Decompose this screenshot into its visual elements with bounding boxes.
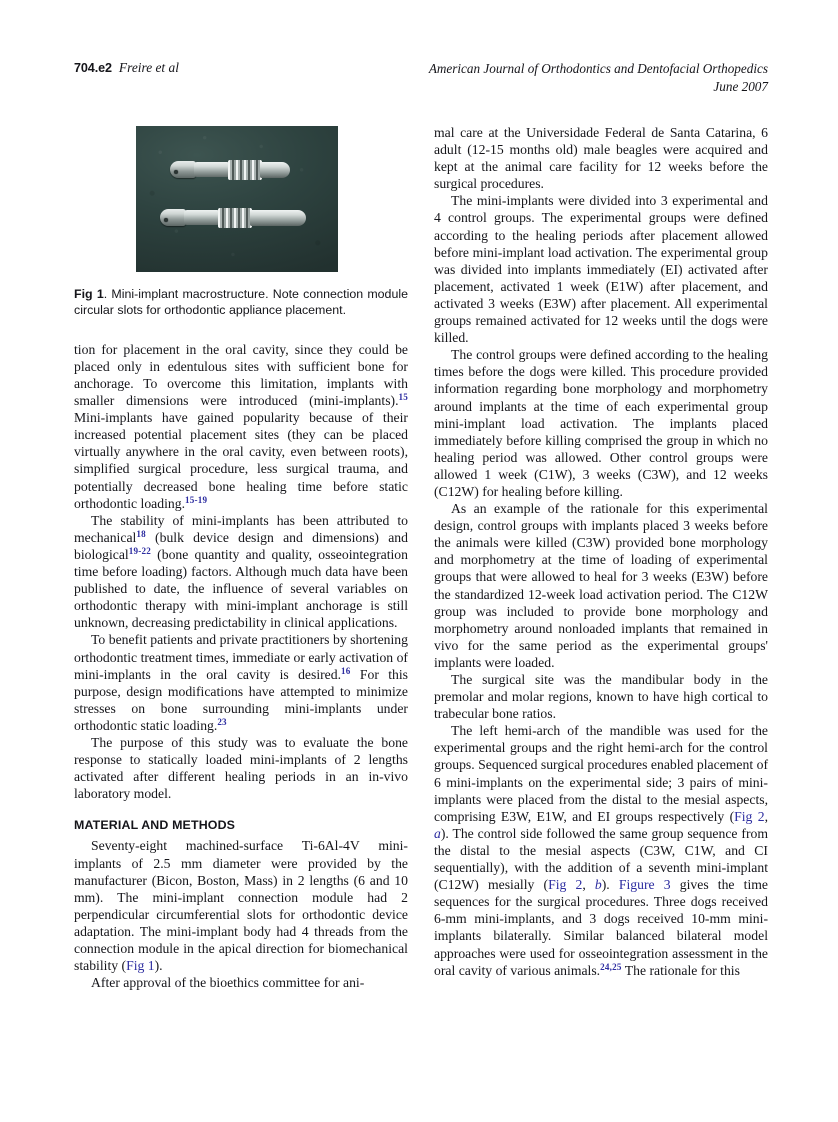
figure-1-caption-text: . Mini-implant macrostructure. Note connection module circular slots for orthodontic appliance placement.	[74, 287, 408, 318]
cross-reference-link[interactable]: Fig 2	[548, 877, 583, 893]
implant-neck	[184, 210, 220, 225]
para-control-groups: The control groups were defined according to the healing times before the dogs were killed. This procedure provided information regarding bone morphology and morphometry around implants at the time of each experimental group mini-implant load activation. The implants placed immediately before killing comprised the group in which no healing period was allowed. Other control groups were allowed 1 week (C1W), 3 weeks (C3W), and 12 weeks (C12W) for healing before killing.	[434, 347, 768, 499]
reference-superscript[interactable]: 16	[341, 665, 351, 676]
figure-1-photo	[136, 126, 338, 272]
connection-module-icon	[160, 209, 186, 226]
para-rationale: As an example of the rationale for this experimental design, control groups with implants placed 3 weeks before the animals were killed (C3W) provided bone morphology and morphometry at the time of loading of experimental groups that were allowed to heal for 3 weeks (E3W) before the standardized 12-week load activation period. The C12W group was included to provide bone morphology and morphometry around nonloaded implants that remained in vivo for the same period as the experimental groups' implants were loaded.	[434, 501, 768, 670]
para-stability: The stability of mini-implants has been attributed to mechanical$^{18}$ (bulk device design and dimensions) and biological$^{19-22}$ (bone quantity and quality, osseointegration time before loading) factors. Although much data have been published to date, the influence of several variables on orthodontic therapy with mini-implant anchorage is still unknown, decreasing predictability in clinical applications.	[74, 512, 408, 631]
journal-title: American Journal of Orthodontics and Dentofacial Orthopedics	[428, 61, 768, 76]
running-head	[74, 60, 768, 106]
left-paragraph-list-after-heading	[74, 837, 408, 991]
right-paragraph-list	[434, 124, 768, 979]
para-surgical-site: The surgical site was the mandibular body in the premolar and molar regions, known to have high cortical to trabecular bone ratios.	[434, 672, 768, 722]
running-head-right	[429, 60, 768, 95]
left-column	[74, 124, 408, 991]
reference-superscript[interactable]: 15	[398, 392, 408, 403]
cross-reference-link-part[interactable]: a	[434, 825, 441, 841]
implant-body	[260, 162, 290, 178]
running-head-left	[74, 60, 179, 76]
para-purpose: The purpose of this study was to evaluate the bone response to statically loaded mini-implants of 2 lengths activated after different healing periods in an in-vivo laboratory model.	[74, 734, 408, 802]
photo-grain-texture	[136, 126, 338, 272]
figure-1-label: Fig 1	[74, 287, 104, 301]
figure-1	[74, 126, 408, 319]
para-bioethics: After approval of the bioethics committee for ani-	[91, 975, 365, 991]
cross-reference-link[interactable]: Fig 2	[734, 808, 765, 824]
implant-threads	[228, 160, 262, 180]
para-hemiarch: The left hemi-arch of the mandible was used for the experimental groups and the right hemi-arch for the control groups. Sequenced surgical procedures enabled placement of 6 mini-implants on the experimental side; 3 pairs of mini-implants were placed from the distal to the mesial aspects, comprising E3W, E1W, and EI groups respectively (Fig 2, a). The control side followed the same group sequence from the distal to the mesial aspects (C3W, C1W, and CI sequentially), with the addition of a seventh mini-implant (C12W) mesially (Fig 2, b). Figure 3 gives the time sequences for the surgical procedures. Three dogs received 6-mm mini-implants, and 3 dogs received 10-mm mini-implants bilaterally. Similar balanced bilateral model approaches were used for osseointegration assessment in the oral cavity of various animals.$^{24,25}$ The rationale for this	[434, 723, 768, 978]
left-paragraph-list	[74, 341, 408, 803]
para-animal-care: mal care at the Universidade Federal de Santa Catarina, 6 adult (12-15 months old) male beagles were acquired and kept at the animal care facility for 12 weeks before the surgical procedures.	[434, 125, 768, 192]
cross-reference-link[interactable]: Fig 1	[126, 958, 155, 974]
para-implant-specs: Seventy-eight machined-surface Ti-6Al-4V mini-implants of 2.5 mm diameter were provided by the manufacturer (Bicon, Boston, Mass) in 2 lengths (6 and 10 mm). The mini-implant connection module had 2 perpendicular circumferential slots for orthodontic device adaptation. The mini-implant body had 4 threads from the connection module in the apical direction for biomechanical stability (Fig 1).	[74, 838, 408, 974]
issue-date: June 2007	[713, 78, 768, 94]
running-head-authors: Freire et al	[118, 60, 179, 75]
implant-body	[250, 210, 306, 226]
cross-reference-link[interactable]: Figure 3	[618, 877, 671, 893]
cross-reference-link-part[interactable]: b	[594, 877, 602, 893]
reference-superscript[interactable]: 15-19	[185, 494, 208, 505]
para-mini-implants-intro: tion for placement in the oral cavity, since they could be placed only in edentulous sites with sufficient bone for anchorage. To overcome this limitation, implants with smaller dimensions were introduced (mini-implants).$^{15}$ Mini-implants have gained popularity because of their increased potential placement sites (they can be placed virtually anywhere in the oral cavity, even between roots), simplified surgical procedure, less surgical trauma, and potentially decreased bone healing time before static orthodontic loading.$^{15-19}$	[74, 341, 408, 511]
page-folio: 704.e2	[74, 61, 112, 75]
figure-body-gap	[74, 319, 408, 341]
reference-superscript[interactable]: 18	[136, 528, 146, 539]
right-column	[434, 124, 768, 979]
reference-superscript[interactable]: 24,25	[600, 961, 622, 972]
reference-superscript[interactable]: 23	[217, 716, 227, 727]
implant-neck	[194, 162, 230, 177]
implant-threads	[218, 208, 252, 228]
connection-module-icon	[170, 161, 196, 178]
reference-superscript[interactable]: 19-22	[128, 545, 151, 556]
left-column-body	[74, 341, 408, 991]
section-heading-material-and-methods: MATERIAL AND METHODS	[74, 818, 236, 833]
para-immediate-activation: To benefit patients and private practitioners by shortening orthodontic treatment times, immediate or early activation of mini-implants in the oral cavity is desired.$^{16}$ For this purpose, design modifications have attempted to minimize stresses on bone surrounding mini-implants under orthodontic static loading.$^{23}$	[74, 632, 409, 733]
figure-1-caption	[74, 286, 408, 319]
para-experimental-groups: The mini-implants were divided into 3 experimental and 4 control groups. The experimental groups were defined according to the healing periods after placement allowed before mini-implant load activation. The experimental group was divided into implants immediately (EI) activated after placement, activated 1 week (E1W) after placement, and activated 3 weeks (E3W) after placement. All experimental groups remained activated for 12 weeks until the dogs were killed.	[434, 193, 768, 346]
